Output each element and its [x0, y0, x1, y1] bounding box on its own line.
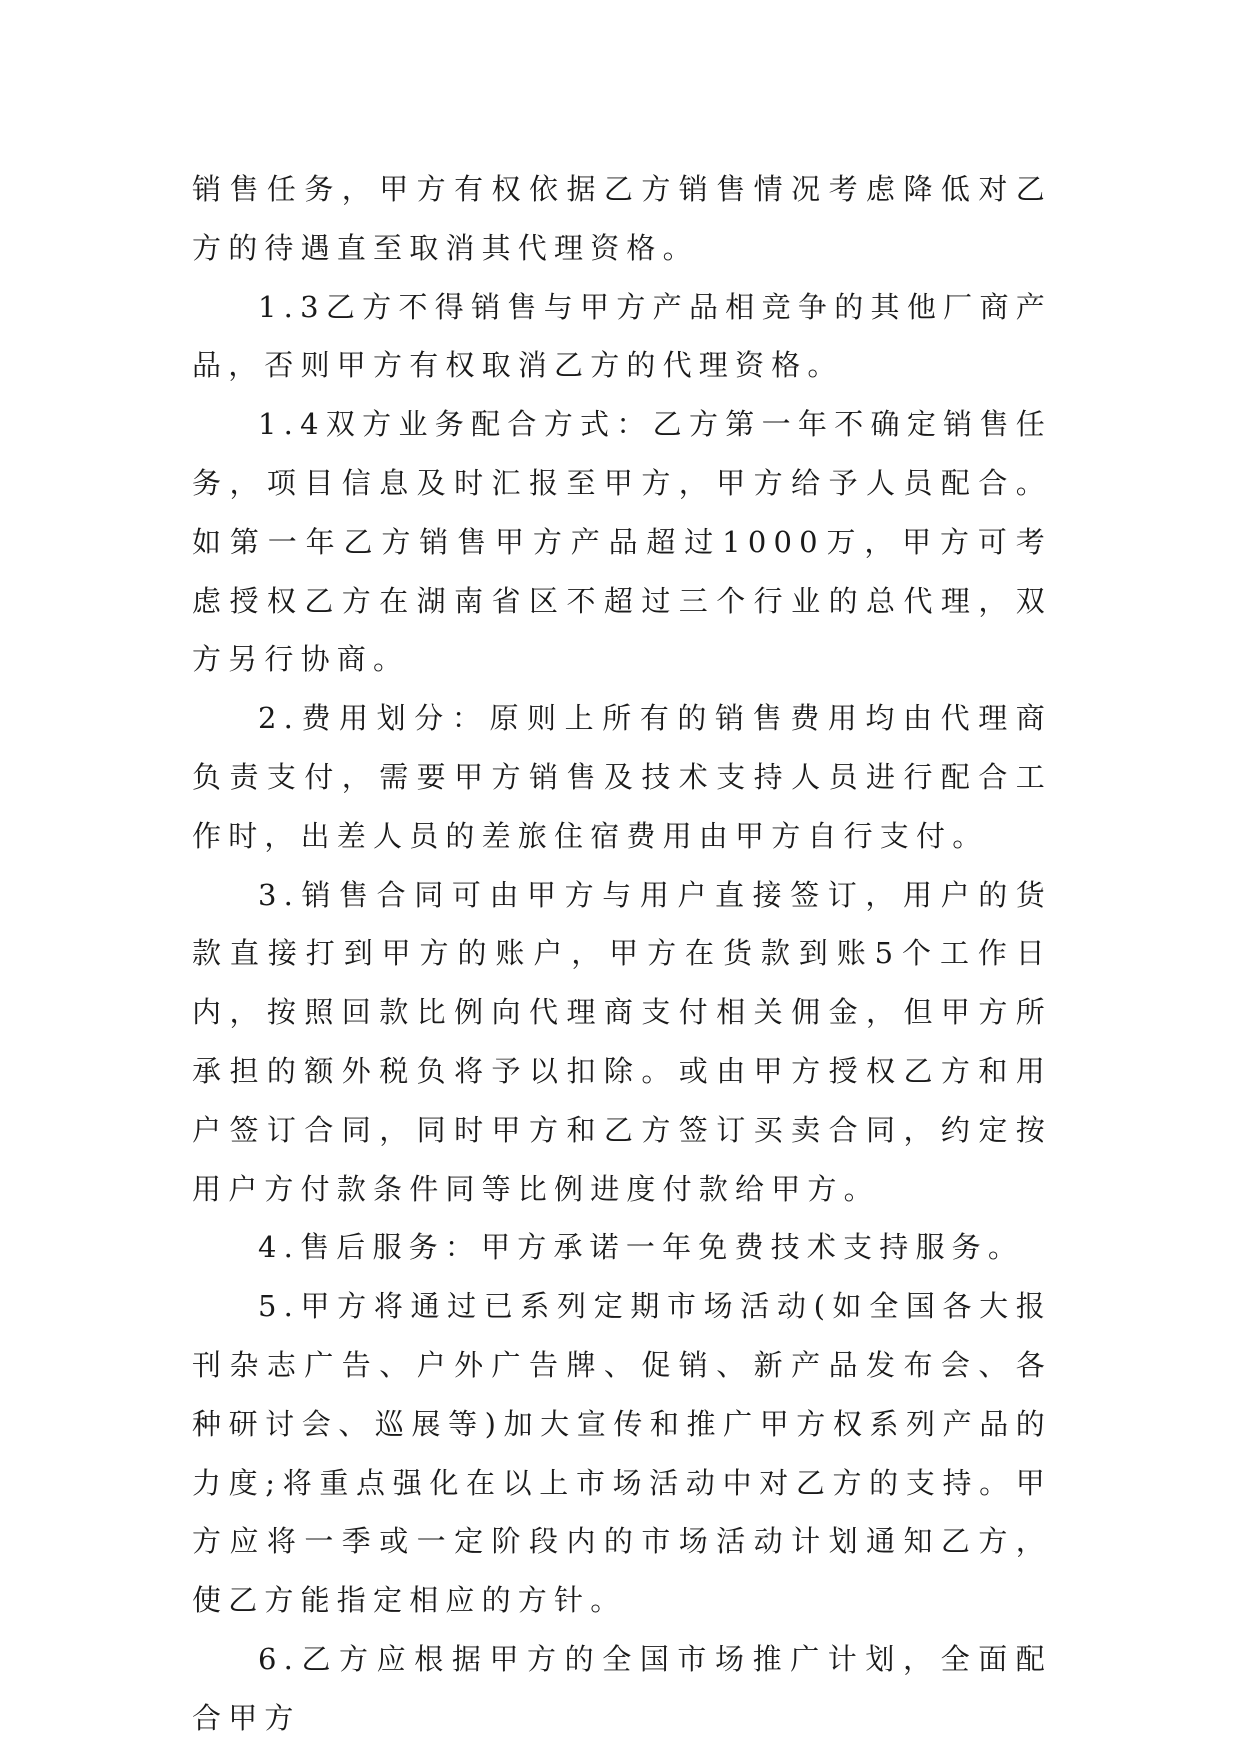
paragraph-5-market-activities: 5.甲方将通过已系列定期市场活动(如全国各大报刊杂志广告、户外广告牌、促销、新产品发布会、各种研讨会、巡展等)加大宣传和推广甲方权系列产品的力度;将重点强化在以上市场活动中对乙方的支持。甲方应将一季或一定阶段内的市场活动计划通知乙方，使乙方能指定相应的方针。	[192, 1289, 1052, 1618]
paragraph-1-4-cooperation-method: 1.4双方业务配合方式：乙方第一年不确定销售任务，项目信息及时汇报至甲方，甲方给予人员配合。如第一年乙方销售甲方产品超过1000万，甲方可考虑授权乙方在湖南省区不超过三个行业的总代理，双方另行协商。	[192, 407, 1052, 677]
paragraph-2-cost-division: 2.费用划分：原则上所有的销售费用均由代理商负责支付，需要甲方销售及技术支持人员进行配合工作时，出差人员的差旅住宿费用由甲方自行支付。	[192, 701, 1052, 853]
paragraph-3-sales-contract: 3.销售合同可由甲方与用户直接签订，用户的货款直接打到甲方的账户，甲方在货款到账5个工作日内，按照回款比例向代理商支付相关佣金，但甲方所承担的额外税负将予以扣除。或由甲方授权乙方和用户签订合同，同时甲方和乙方签订买卖合同，约定按用户方付款条件同等比例进度付款给甲方。	[192, 877, 1052, 1206]
paragraph-4-after-sales-service: 4.售后服务：甲方承诺一年免费技术支持服务。	[258, 1230, 1025, 1265]
document-body	[192, 160, 1052, 1748]
paragraph-sales-task-continuation: 销售任务，甲方有权依据乙方销售情况考虑降低对乙方的待遇直至取消其代理资格。	[192, 172, 1052, 265]
paragraph-1-3-competing-products: 1.3乙方不得销售与甲方产品相竞争的其他厂商产品，否则甲方有权取消乙方的代理资格。	[192, 289, 1052, 383]
paragraph-6-market-promotion: 6.乙方应根据甲方的全国市场推广计划，全面配合甲方	[192, 1641, 1052, 1735]
